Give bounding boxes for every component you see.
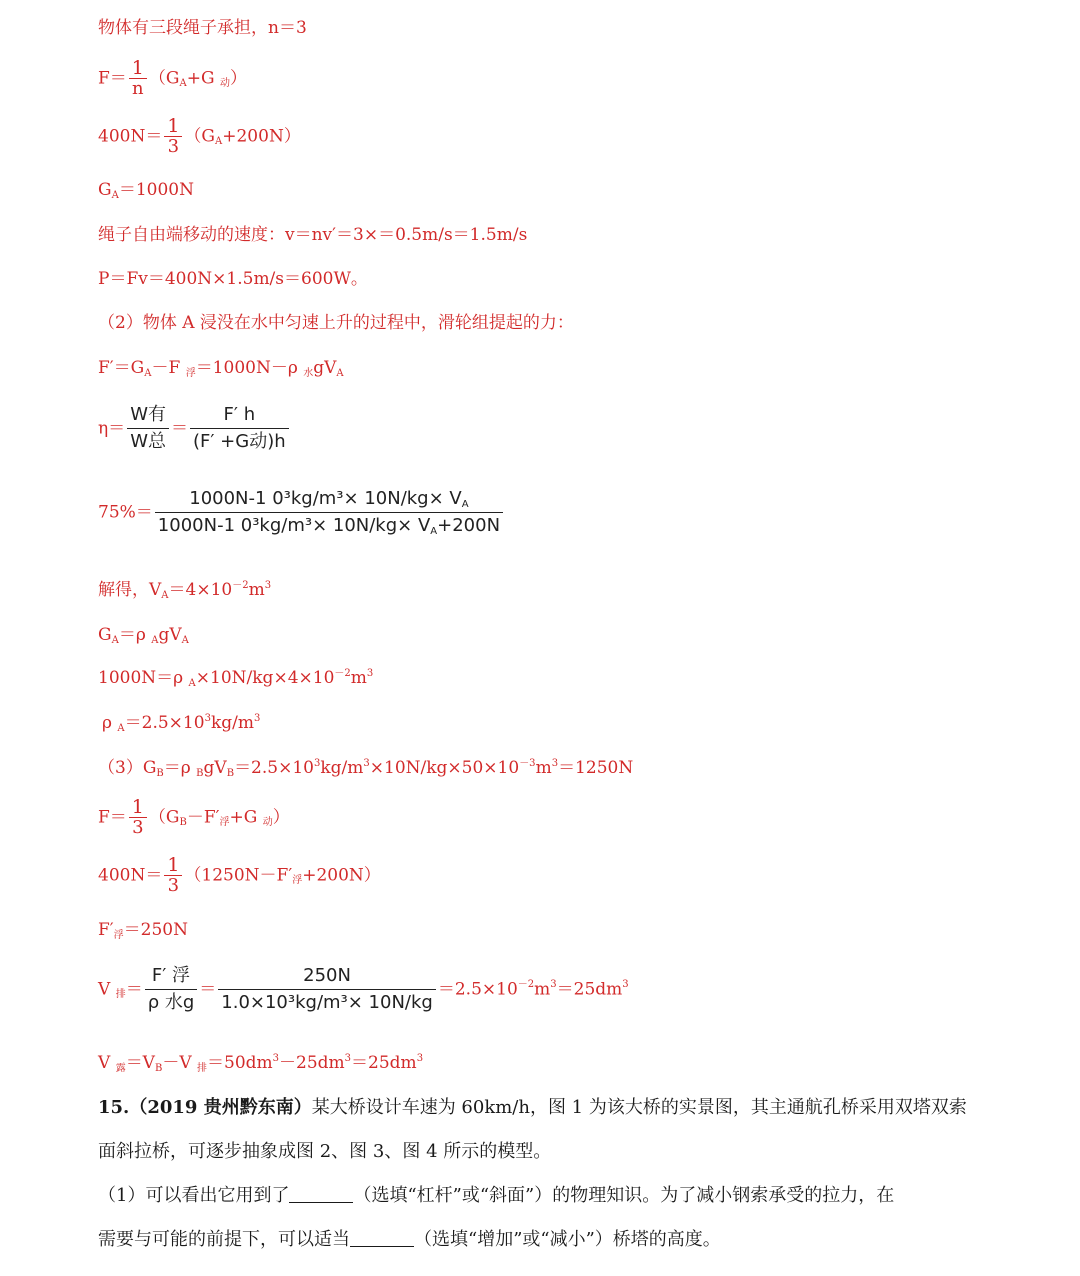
force-b-substitution: 400N＝ $\frac{1}{3}$ $(1250N-F'_浮+200N)$: [98, 854, 381, 896]
question-source: （2019 贵州黔东南）: [129, 1097, 312, 1118]
result-ga: $G_A=1000N$: [98, 180, 194, 201]
part-2-heading: （2）物体 A 浸没在水中匀速上升的过程中，滑轮组提起的力：: [98, 313, 574, 333]
question-number: 15.: [98, 1097, 130, 1118]
fraction: $\frac{1000N-1 0^3kg/m^3\times 10N/kg\times V_A}{1000N-1 0^3kg/m^3\times 10N/kg\times V_A+200N}$: [155, 486, 503, 539]
weight-density-line: $G_A=\rho$ $_AgV_A$: [98, 625, 189, 646]
solve-volume-line: 解得，$V_A=4\times 10^{-2}m^3$: [98, 580, 272, 601]
fraction: $\frac{1}{3}$: [164, 116, 182, 157]
fraction: $\frac{F' h}{\text{(F′ +G动)h}}$: [190, 402, 289, 455]
density-substitution-line: 1000N＝ρ $_A\times 10N/kg\times 4\times 10^{-2}m^3$: [98, 668, 374, 689]
displaced-volume-formula: V $_排$＝ $\frac{\text{F′ 浮}}{\text{ρ 水g}}$ ＝ $\frac{250N}{\text{1.0×10³kg/m³× 10N/kg}}$ $=2.5\times 10^{-2}m^3=25dm^3$: [98, 963, 629, 1016]
power-line: P＝Fv＝400N×1.5m/s＝600W。: [98, 269, 368, 289]
buoyancy-result-line: $F'_浮=250N$: [98, 920, 188, 941]
efficiency-substitution: 75%＝ $\frac{1000N-1 0^3kg/m^3\times 10N/kg\times V_A}{1000N-1 0^3kg/m^3\times 10N/kg\times V_A+200N}$: [98, 486, 505, 539]
part-3-weight-b-line: $(3)G_B=\rho$ $_BgV_B=2.5\times 10^3kg/m^3\times 10N/kg\times 50\times 10^{-3}m^3=1250N$: [98, 758, 634, 779]
question-15-stem-line-1: 15.（2019 贵州黔东南）某大桥设计车速为 60km/h，图 1 为该大桥的实景图，其主通航孔桥采用双塔双索: [98, 1097, 967, 1118]
fraction: $\frac{250N}{\text{1.0×10³kg/m³× 10N/kg}}$: [218, 963, 436, 1016]
fraction: $\frac{1}{3}$: [129, 797, 147, 838]
formula-f-over-n: F＝ $\frac{1}{n}$ （$G_A+G$ $_动$）: [98, 57, 247, 99]
question-15-part-1-line-2: 需要与可能的前提下，可以适当 （选填“增加”或“减小”）桥塔的高度。: [98, 1229, 721, 1250]
force-in-water-line: $F'=G_A-F$ $_浮$＝1000N－ρ $_水gV_A$: [98, 358, 344, 379]
solution-line-rope-segments: 物体有三段绳子承担，n＝3: [98, 18, 307, 38]
fraction: $\frac{1}{3}$: [164, 855, 182, 896]
answer-blank[interactable]: [289, 1188, 353, 1203]
question-15-part-1-line-1: （1）可以看出它用到了 （选填“杠杆”或“斜面”）的物理知识。为了减小钢索承受的拉力，在: [98, 1185, 895, 1206]
formula-400n-substitution: 400N＝ $\frac{1}{3}$ $(G_A+200N)$: [98, 115, 301, 157]
fraction: $\frac{\text{F′ 浮}}{\text{ρ 水g}}$: [145, 963, 198, 1016]
answer-blank[interactable]: [350, 1232, 414, 1247]
rope-speed-line: 绳子自由端移动的速度：v＝nv′＝3×＝0.5m/s＝1.5m/s: [98, 225, 528, 245]
efficiency-formula: η＝ $\frac{\text{W有}}{\text{W总}}$ ＝ $\frac{F' h}{\text{(F′ +G动)h}}$: [98, 402, 291, 455]
force-b-formula: F＝ $\frac{1}{3}$ （$G_B-F'_浮+G$ $_动$）: [98, 796, 290, 838]
question-15-stem-line-2: 面斜拉桥，可逐步抽象成图 2、图 3、图 4 所示的模型。: [98, 1141, 552, 1162]
density-result-line: ρ $_A=2.5\times 10^3kg/m^3$: [102, 713, 261, 734]
fraction: $\frac{\text{W有}}{\text{W总}}$: [127, 402, 169, 455]
exposed-volume-line: V $_露=V_B-V$ $_排=50dm^3-25dm^3=25dm^3$: [98, 1053, 424, 1074]
fraction: $\frac{1}{n}$: [129, 58, 147, 99]
